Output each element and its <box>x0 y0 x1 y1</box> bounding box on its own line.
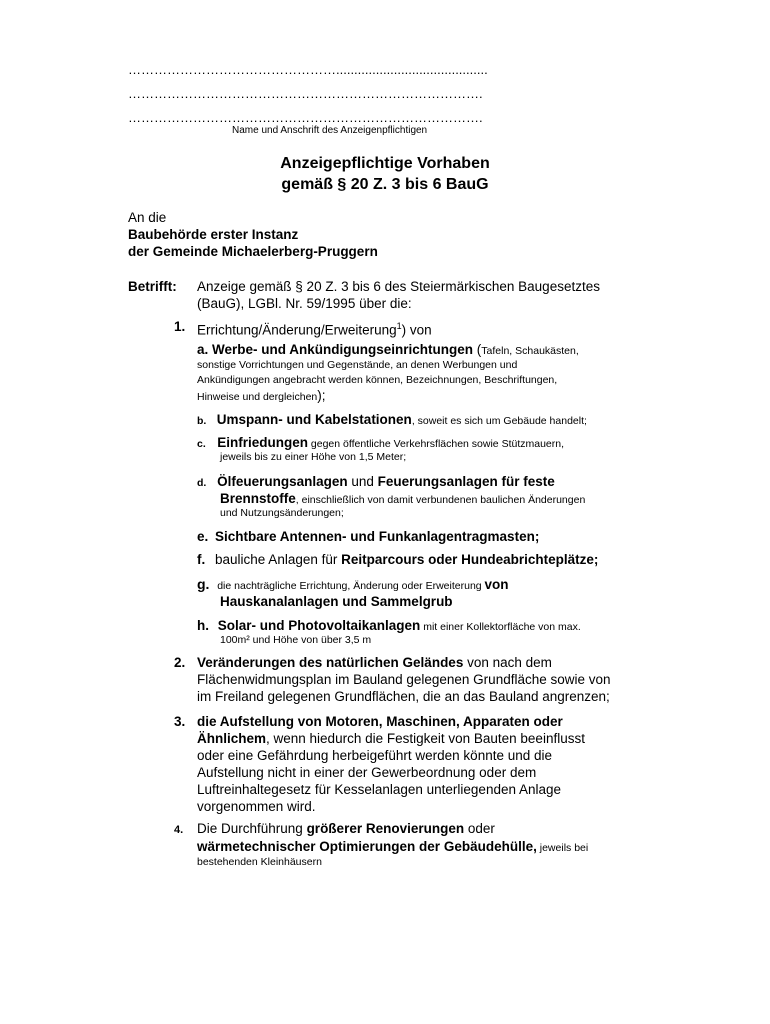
address-line-1[interactable]: ………………………………………….......................................... <box>128 62 488 77</box>
subitem-a-label: a. <box>197 342 209 357</box>
subitem-d-head <box>197 473 555 491</box>
item-3-line-5: Luftreinhaltegesetz für Kesselanlagen unterliegenden Anlage <box>197 782 562 797</box>
subitem-a-desc-2: sonstige Vorrichtungen und Gegenstände, an denen Werbungen und <box>197 359 518 371</box>
subitem-a-close: ); <box>317 388 326 403</box>
subitem-h-title: Solar- und Photovoltaikanlagen <box>217 618 421 633</box>
subitem-c-label: c. <box>197 438 206 450</box>
subject-label: Betrifft: <box>128 279 177 294</box>
subitem-c-desc-1: gegen öffentliche Verkehrsflächen sowie Stützmauern, <box>307 438 565 450</box>
subitem-a-desc-3: Ankündigungen angebracht werden können, Bezeichnungen, Beschriftungen, <box>197 374 558 386</box>
item-4-title-2: wärmetechnischer Optimierungen der Gebäudehülle, <box>197 839 537 854</box>
subject-line-2: (BauG), LGBl. Nr. 59/1995 über die: <box>197 296 412 311</box>
item-3-line-2 <box>197 730 585 747</box>
item-4-desc-2: bestehenden Kleinhäusern <box>197 856 322 868</box>
subitem-h-desc-1: mit einer Kollektorfläche von max. <box>420 621 581 633</box>
subject-text <box>197 278 677 312</box>
item-3-line-6: vorgenommen wird. <box>197 799 316 814</box>
item-4-number: 4. <box>174 824 184 836</box>
item-3-number: 3. <box>174 714 186 729</box>
subitem-d-desc-2: und Nutzungsänderungen; <box>220 507 344 519</box>
subitem-d-title-3: Brennstoffe <box>220 491 296 506</box>
document-title-line-2: gemäß § 20 Z. 3 bis 6 BauG <box>281 176 489 193</box>
subitem-b-title: Umspann- und Kabelstationen <box>216 412 412 427</box>
item-1-text <box>197 318 432 339</box>
subitem-f-label: f. <box>197 552 206 567</box>
subitem-h-label: h. <box>197 618 209 633</box>
subitem-b <box>197 411 587 429</box>
subitem-b-label: b. <box>197 415 207 427</box>
subitem-c-desc-2: jeweils bis zu einer Höhe von 1,5 Meter; <box>220 451 407 463</box>
item-2-line-1 <box>197 654 552 671</box>
subitem-h-desc-2: 100m² und Höhe von über 3,5 m <box>220 634 372 646</box>
subitem-f <box>197 551 598 568</box>
subitem-d-title-2: Feuerungsanlagen für feste <box>377 474 555 489</box>
item-2-line-2: Flächenwidmungsplan im Bauland gelegenen Grundfläche sowie von <box>197 672 611 687</box>
subitem-e-label: e. <box>197 529 209 544</box>
recipient-line-1: An die <box>128 210 167 225</box>
item-4-title-1: größerer Renovierungen <box>306 821 465 836</box>
subitem-d-mid: und <box>347 474 378 489</box>
recipient-line-2: Baubehörde erster Instanz <box>128 227 299 242</box>
item-3-line-4: Aufstellung nicht in einer der Gewerbeordnung oder dem <box>197 765 537 780</box>
subitem-a-desc-1: Tafeln, Schaukästen, <box>481 345 579 357</box>
subitem-b-desc: , soweit es sich um Gebäude handelt; <box>411 415 587 427</box>
document-title-line-1: Anzeigepflichtige Vorhaben <box>280 155 490 172</box>
item-1-label: Errichtung/Änderung/Erweiterung <box>197 322 397 338</box>
subitem-d-label: d. <box>197 477 207 489</box>
subject-line-1: Anzeige gemäß § 20 Z. 3 bis 6 des Steiermärkischen Baugesetztes <box>197 279 600 294</box>
item-4-line-2 <box>197 838 588 856</box>
subitem-g-head <box>197 576 509 594</box>
item-2-title: Veränderungen des natürlichen Geländes <box>197 655 464 670</box>
subitem-a-desc-4-wrap <box>197 388 326 405</box>
item-4-text-2: oder <box>464 821 495 836</box>
item-4-desc-1: jeweils bei <box>536 842 589 854</box>
item-3-title-1: die Aufstellung von Motoren, Maschinen, Apparaten oder <box>197 714 563 729</box>
subitem-d-title-1: Ölfeuerungsanlagen <box>217 474 348 489</box>
subitem-g-desc: die nachträgliche Errichtung, Änderung oder Erweiterung <box>217 580 485 592</box>
item-4-text-1: Die Durchführung <box>197 821 307 836</box>
subitem-f-title: Reitparcours oder Hundeabrichteplätze; <box>341 552 599 567</box>
item-3-rest: , wenn hiedurch die Festigkeit von Bauten beeinflusst <box>266 731 585 746</box>
address-line-3[interactable]: ………………………………………………………………………. <box>128 110 483 125</box>
item-3-line-3: oder eine Gefährdung herbeigeführt werden könnte und die <box>197 748 553 763</box>
subitem-a-title: Werbe- und Ankündigungseinrichtungen <box>212 342 474 357</box>
subitem-e-title: Sichtbare Antennen- und Funkanlagentragmasten; <box>215 529 540 544</box>
item-2-number: 2. <box>174 655 186 670</box>
address-caption: Name und Anschrift des Anzeigenpflichtigen <box>232 125 428 136</box>
subitem-g-label: g. <box>197 576 210 592</box>
subitem-a-head <box>197 341 579 359</box>
subitem-c-title: Einfriedungen <box>217 435 308 450</box>
subitem-g-title-1: von <box>484 577 509 592</box>
item-4-line-1 <box>197 820 495 837</box>
address-line-2[interactable]: ………………………………………………………………………. <box>128 86 483 101</box>
item-1-number: 1. <box>174 319 186 334</box>
item-1-suffix: ) von <box>401 322 432 338</box>
subitem-d-desc-1: , einschließlich von damit verbundenen baulichen Änderungen <box>295 494 586 506</box>
footnote-ref: 1 <box>396 321 402 331</box>
subitem-a-paren: ( <box>473 342 482 357</box>
item-2-rest: von nach dem <box>463 655 552 670</box>
subitem-e <box>197 528 539 545</box>
item-2-line-3: im Freiland gelegenen Grundflächen, die an das Bauland angrenzen; <box>197 689 610 704</box>
recipient-line-3: der Gemeinde Michaelerberg-Pruggern <box>128 244 378 259</box>
subitem-a-desc-4: Hinweise und dergleichen <box>197 391 318 403</box>
subitem-f-text: bauliche Anlagen für <box>215 552 342 567</box>
item-3-title-2: Ähnlichem <box>197 731 267 746</box>
subitem-g-title-2: Hauskanalanlagen und Sammelgrub <box>220 594 453 609</box>
